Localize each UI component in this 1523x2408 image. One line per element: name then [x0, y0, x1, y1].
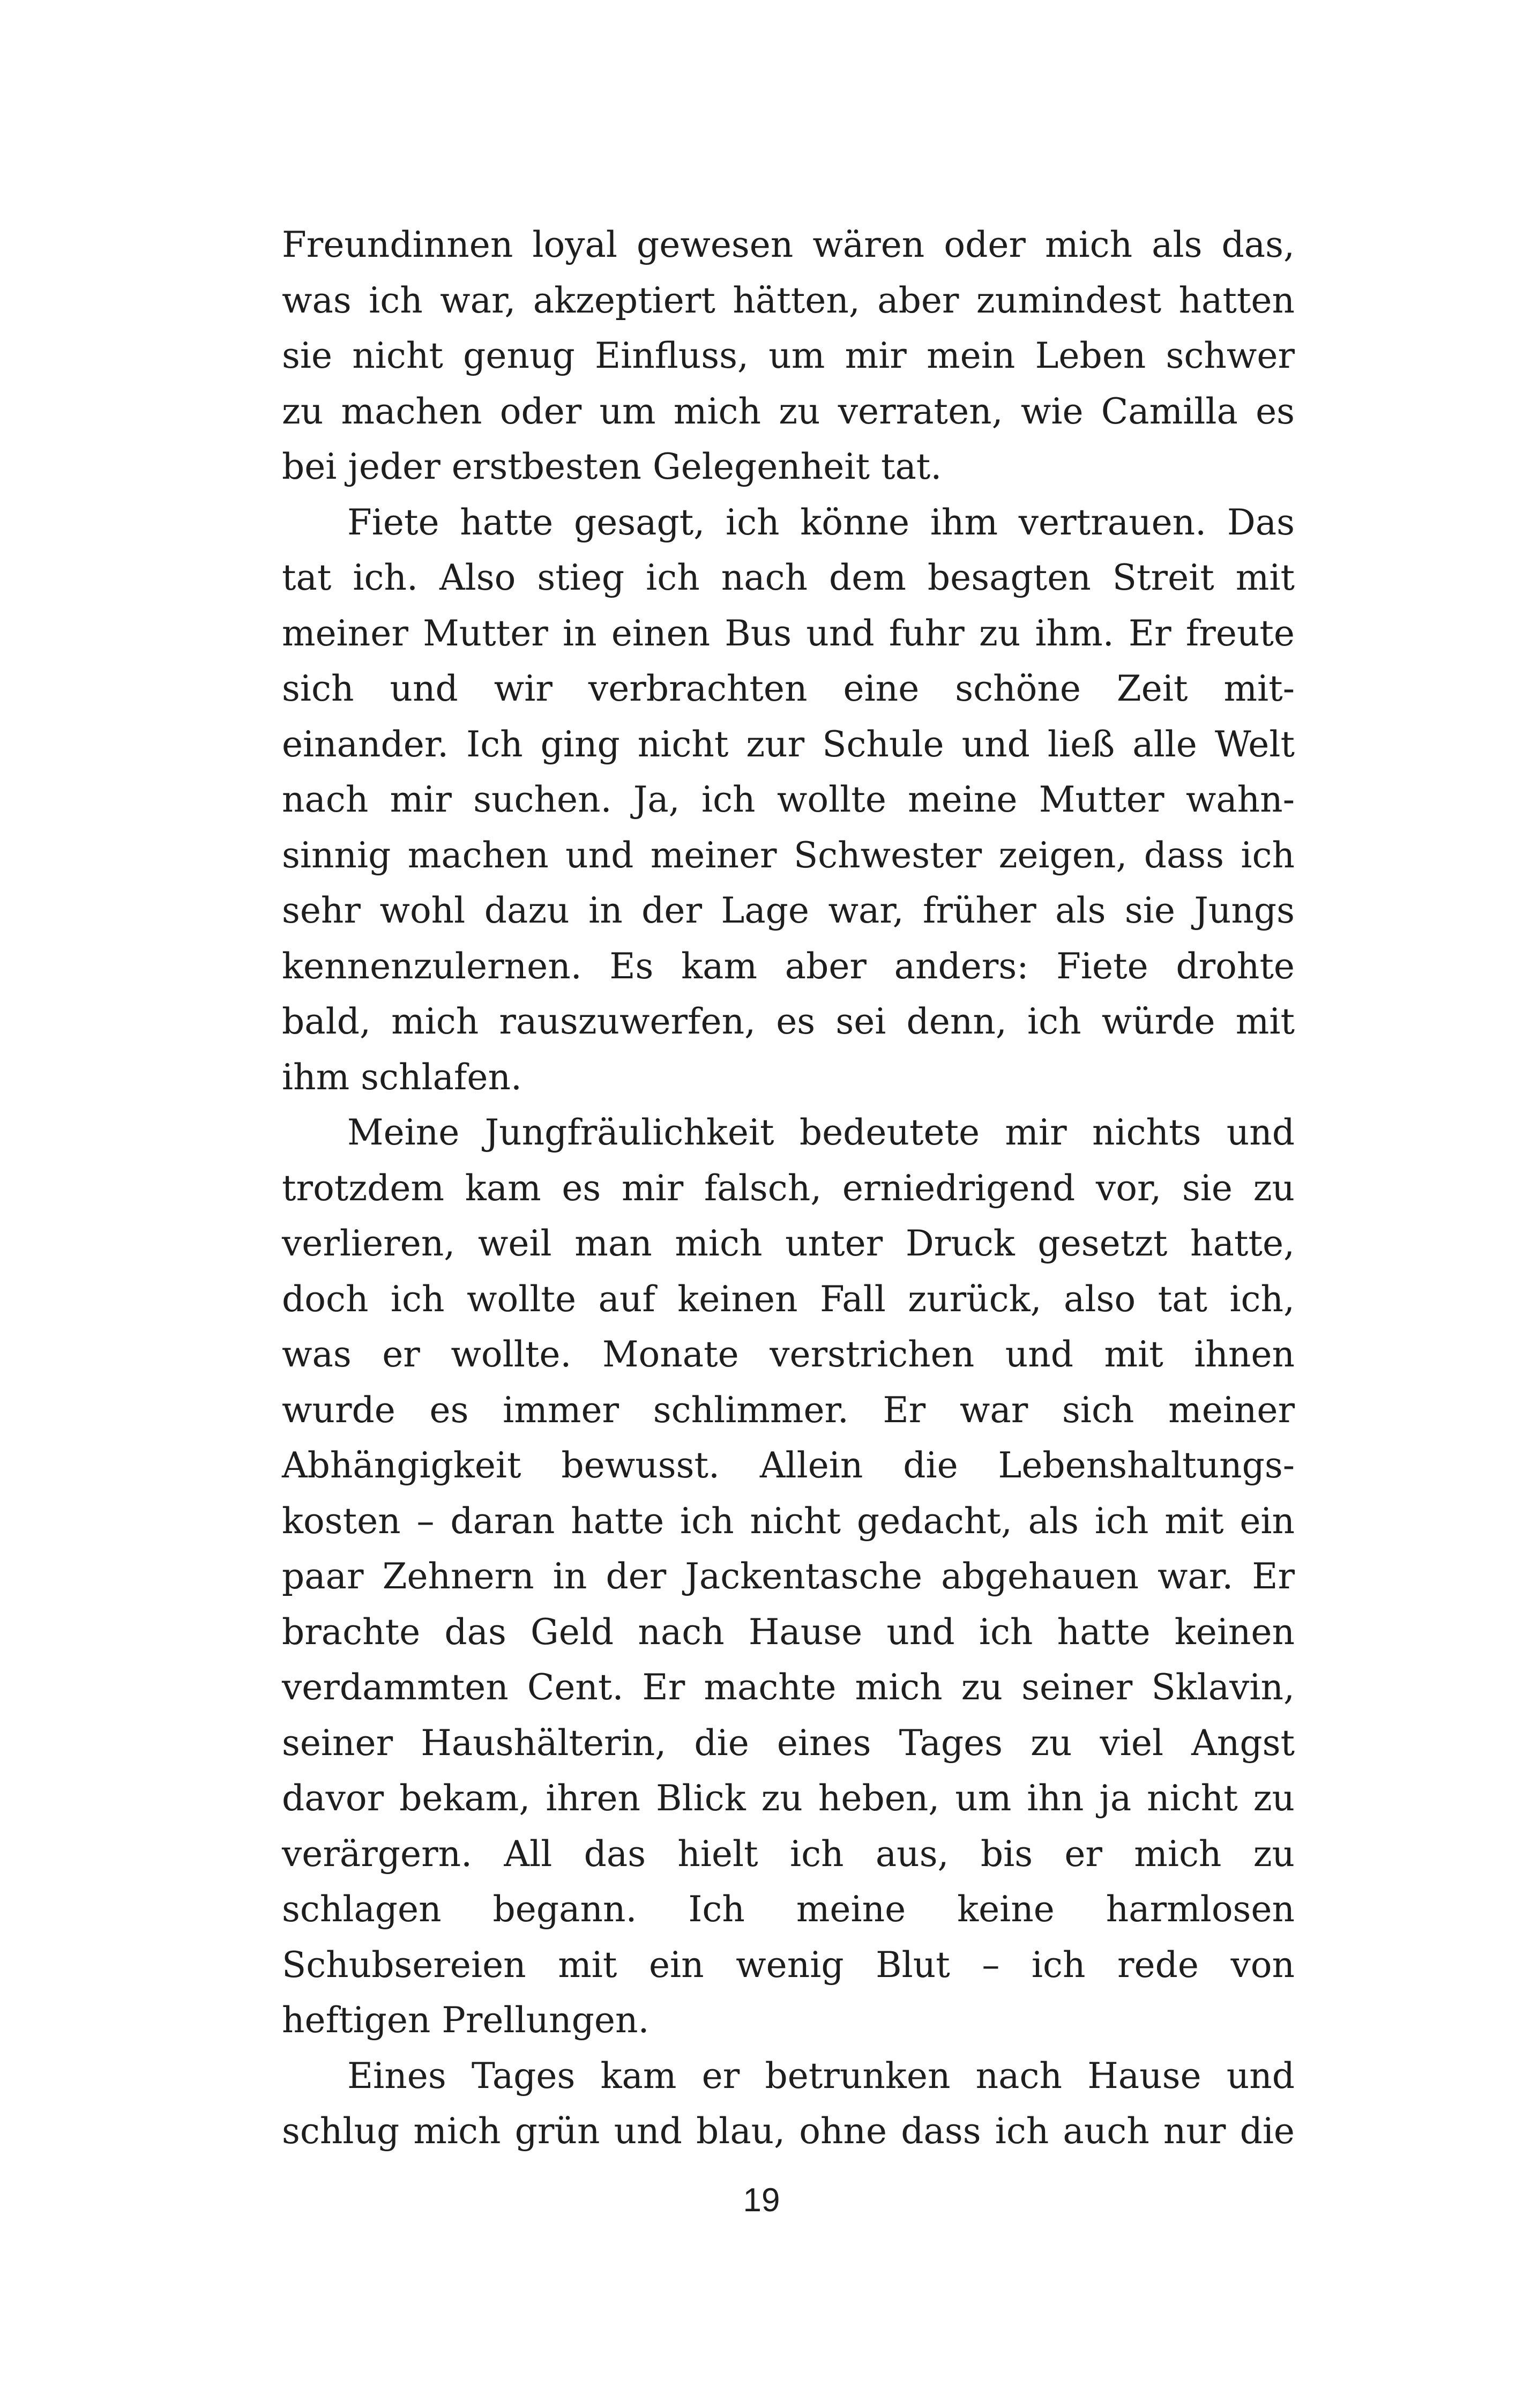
text-line: Schubsereien mit ein wenig Blut – ich rede von	[282, 1944, 1295, 1986]
text-line: Meine Jungfräulichkeit bedeutete mir nichts und	[347, 1112, 1295, 1153]
text-line: verärgern. All das hielt ich aus, bis er mich zu	[282, 1833, 1295, 1875]
text-line: kennenzulernen. Es kam aber anders: Fiete drohte	[282, 945, 1295, 987]
text-line: bald, mich rauszuwerfen, es sei denn, ich würde mit	[282, 1001, 1295, 1042]
text-line: sehr wohl dazu in der Lage war, früher als sie Jungs	[282, 890, 1295, 931]
text-line: doch ich wollte auf keinen Fall zurück, also tat ich,	[282, 1278, 1295, 1320]
text-line: Fiete hatte gesagt, ich könne ihm vertrauen. Das	[347, 501, 1295, 543]
text-line: sich und wir verbrachten eine schöne Zeit mit-	[282, 668, 1295, 709]
body-text	[282, 217, 1295, 2159]
paragraph	[282, 217, 1295, 495]
text-line: Eines Tages kam er betrunken nach Hause und	[347, 2055, 1295, 2097]
text-line: sie nicht genug Einfluss, um mir mein Leben schwer	[282, 335, 1295, 376]
text-line: schlug mich grün und blau, ohne dass ich auch nur die	[282, 2110, 1295, 2152]
text-line: zu machen oder um mich zu verraten, wie Camilla es	[282, 390, 1295, 432]
text-line: verdammten Cent. Er machte mich zu seiner Sklavin,	[282, 1667, 1295, 1708]
text-line: paar Zehnern in der Jackentasche abgehauen war. Er	[282, 1556, 1295, 1597]
text-line: Abhängigkeit bewusst. Allein die Lebenshaltungs-	[282, 1445, 1295, 1486]
text-line: ihm schlafen.	[282, 1056, 522, 1098]
text-line: trotzdem kam es mir falsch, erniedrigend vor, sie zu	[282, 1167, 1295, 1209]
paragraph	[282, 495, 1295, 1105]
text-line: meiner Mutter in einen Bus und fuhr zu ihm. Er freute	[282, 612, 1295, 654]
text-line: was ich war, akzeptiert hätten, aber zumindest hatten	[282, 279, 1295, 321]
page-number: 19	[743, 2182, 780, 2219]
text-line: was er wollte. Monate verstrichen und mit ihnen	[282, 1334, 1295, 1375]
text-line: verlieren, weil man mich unter Druck gesetzt hatte,	[282, 1223, 1295, 1264]
text-line: heftigen Prellungen.	[282, 2000, 649, 2041]
text-line: seiner Haushälterin, die eines Tages zu viel Angst	[282, 1722, 1295, 1764]
text-line: schlagen begann. Ich meine keine harmlosen	[282, 1889, 1295, 1930]
text-line: einander. Ich ging nicht zur Schule und ließ alle Welt	[282, 723, 1295, 765]
text-line: nach mir suchen. Ja, ich wollte meine Mutter wahn-	[282, 779, 1295, 820]
text-line: davor bekam, ihren Blick zu heben, um ihn ja nicht zu	[282, 1778, 1295, 1819]
text-line: kosten – daran hatte ich nicht gedacht, als ich mit ein	[282, 1500, 1295, 1542]
text-line: sinnig machen und meiner Schwester zeigen, dass ich	[282, 834, 1295, 876]
paragraph	[282, 2048, 1295, 2159]
text-line: bei jeder erstbesten Gelegenheit tat.	[282, 446, 942, 487]
text-line: tat ich. Also stieg ich nach dem besagten Streit mit	[282, 557, 1295, 598]
paragraph	[282, 1105, 1295, 2048]
text-line: wurde es immer schlimmer. Er war sich meiner	[282, 1389, 1295, 1431]
text-line: Freundinnen loyal gewesen wären oder mich als das,	[282, 224, 1295, 265]
text-line: brachte das Geld nach Hause und ich hatte keinen	[282, 1611, 1295, 1653]
